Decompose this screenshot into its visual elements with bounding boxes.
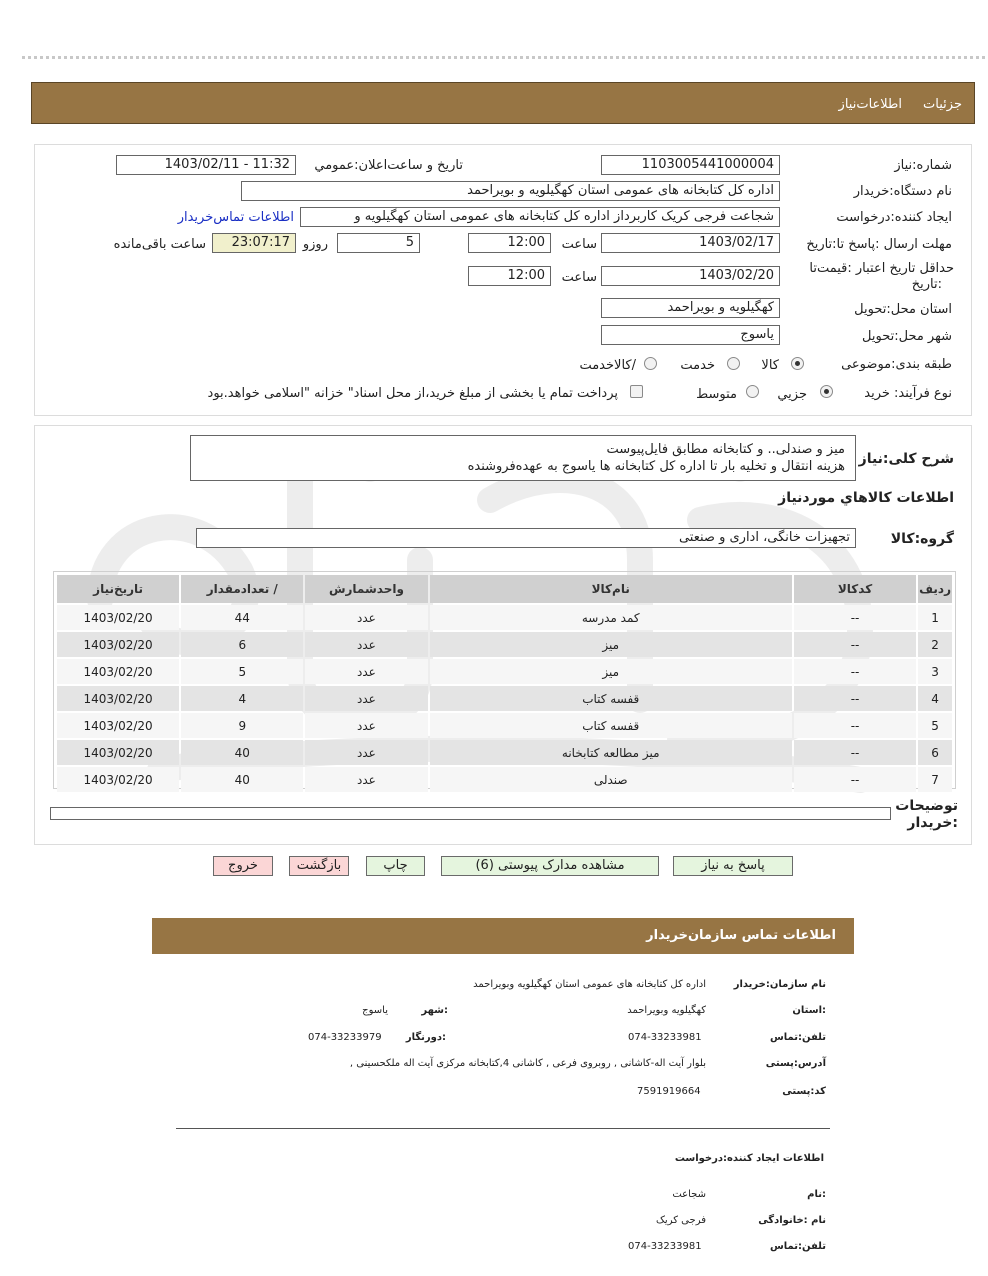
item-code: -- <box>794 686 916 711</box>
goods-info-title: اطلاعات کالاهاي مورد‌نیاز <box>778 490 954 506</box>
city-field: یاسوج <box>601 325 780 345</box>
contact-header <box>152 918 854 954</box>
row-number: 4 <box>918 686 952 711</box>
creator-name-value: شجاعت <box>672 1189 706 1200</box>
row-number: 5 <box>918 713 952 738</box>
category-service-radio[interactable] <box>727 357 740 370</box>
item-quantity: 9 <box>181 713 303 738</box>
deadline-time-field: 12:00 <box>468 233 551 253</box>
goods-table-frame <box>53 571 956 789</box>
item-code: -- <box>794 713 916 738</box>
purchase-type-label: نوع فرآیند: خرید <box>864 386 952 401</box>
item-code: -- <box>794 605 916 630</box>
creator-phone-label: تلفن:تماس <box>769 1241 826 1252</box>
page-header <box>31 82 975 124</box>
deadline-label: مهلت ارسال :پاسخ تا:تاریخ <box>806 237 952 252</box>
item-need-date: 1403/02/20 <box>57 740 179 765</box>
creator-phone-value: 074-33233981 <box>628 1241 702 1252</box>
item-name: کمد مدرسه <box>430 605 792 630</box>
buyer-notes-box <box>50 807 891 820</box>
item-code: -- <box>794 740 916 765</box>
contact-fax-value: 074-33233979 <box>308 1032 382 1043</box>
item-unit: عدد <box>305 659 427 684</box>
creator-family-label: نام :خانوادگی <box>758 1215 826 1226</box>
category-label: طبقه بندی:موضوعی <box>841 357 952 372</box>
requester-field: شجاعت فرجی کریک کاربرداز اداره کل کتابخانه های عمومی استان کهگیلویه و <box>300 207 780 227</box>
category-service-label: خدمت <box>680 358 715 373</box>
announce-date-field: 1403/02/11 - 11:32 <box>116 155 296 175</box>
contact-province-value: کهگیلویه وبویراحمد <box>627 1005 706 1016</box>
goods-group-field: تجهیزات خانگی، اداری و صنعتی <box>196 528 856 548</box>
validity-label-1: حداقل تاریخ اعتبار :قیمت‌تا <box>809 261 954 276</box>
item-unit: عدد <box>305 632 427 657</box>
contact-address-value: بلوار آیت اله-کاشانی , روبروی فرعی , کاشانی 4,کتابخانه مرکزی آیت اله ملکحسینی , <box>349 1058 706 1069</box>
col-need-date: تاریخ‌نیاز <box>57 575 179 603</box>
contact-address-label: آدرس:پستی <box>765 1058 826 1069</box>
category-goods-radio[interactable] <box>791 357 804 370</box>
item-name: میز مطالعه کتابخانه <box>430 740 792 765</box>
validity-time-field: 12:00 <box>468 266 551 286</box>
col-name: نام‌کالا <box>430 575 792 603</box>
creator-name-label: :نام <box>807 1189 826 1200</box>
purchase-minor-label: جزیي <box>777 387 807 402</box>
table-row <box>57 767 952 792</box>
purchase-medium-label: متوسط <box>696 387 737 402</box>
contact-org-value: اداره کل کتابخانه های عمومی استان کهگیلویه وبویراحمد <box>473 979 706 990</box>
item-unit: عدد <box>305 740 427 765</box>
validity-time-label: ساعت <box>561 270 597 285</box>
row-number: 6 <box>918 740 952 765</box>
goods-group-label: گروه:کالا <box>890 531 954 547</box>
exit-button[interactable]: خروج <box>213 856 273 876</box>
table-row <box>57 740 952 765</box>
purchase-minor-radio[interactable] <box>820 385 833 398</box>
deadline-date-field: 1403/02/17 <box>601 233 780 253</box>
back-button[interactable]: بازگشت <box>289 856 349 876</box>
category-goods-label: کالا <box>761 358 779 373</box>
category-both-radio[interactable] <box>644 357 657 370</box>
contact-phone-label: تلفن:تماس <box>769 1032 826 1043</box>
item-need-date: 1403/02/20 <box>57 605 179 630</box>
province-field: کهگیلویه و بویراحمد <box>601 298 780 318</box>
table-row <box>57 686 952 711</box>
col-unit: واحدشمارش <box>305 575 427 603</box>
treasury-payment-note: پرداخت تمام یا بخشی از مبلغ خرید،از محل اسناد" خزانه "اسلامی خواهد.بود <box>207 386 618 401</box>
days-label: روزو <box>302 237 328 252</box>
item-quantity: 6 <box>181 632 303 657</box>
city-label: شهر محل:تحویل <box>862 329 952 344</box>
attachments-button[interactable]: مشاهده مدارک پیوستی (6) <box>441 856 659 876</box>
item-name: میز <box>430 632 792 657</box>
need-number-field: 1103005441000004 <box>601 155 780 175</box>
reply-button[interactable]: پاسخ به نیاز <box>673 856 793 876</box>
buyer-org-label: نام دستگاه:خریدار <box>853 184 952 199</box>
goods-table <box>55 573 954 794</box>
item-quantity: 4 <box>181 686 303 711</box>
buyer-notes-label-2: :خریدار <box>907 815 958 831</box>
contact-fax-label: :دورنگار <box>405 1032 446 1043</box>
contact-org-label: نام سازمان:خریدار <box>733 979 826 990</box>
col-row: ردیف <box>918 575 952 603</box>
contact-province-label: :استان <box>792 1005 826 1016</box>
item-code: -- <box>794 767 916 792</box>
validity-label-2: :تاریخ <box>911 277 942 292</box>
province-label: استان محل:تحویل <box>854 302 952 317</box>
summary-line-2: هزینه انتقال و تخلیه بار تا اداره کل کتابخانه ها یاسوج به عهده‌فروشنده <box>467 459 845 474</box>
item-unit: عدد <box>305 605 427 630</box>
item-quantity: 5 <box>181 659 303 684</box>
remaining-time-label: ساعت باقی‌مانده <box>113 237 206 252</box>
item-need-date: 1403/02/20 <box>57 767 179 792</box>
row-number: 1 <box>918 605 952 630</box>
item-unit: عدد <box>305 686 427 711</box>
summary-line-1: میز و صندلی.. و کتابخانه مطابق فایل‌پیوست <box>606 442 845 457</box>
item-need-date: 1403/02/20 <box>57 632 179 657</box>
creator-family-value: فرجی کریک <box>655 1215 706 1226</box>
deadline-time-label: ساعت <box>561 237 597 252</box>
category-both-label: /کالاخدمت <box>579 358 636 373</box>
contact-title: اطلاعات تماس سازمان‌خریدار <box>646 928 836 943</box>
buyer-contact-link[interactable]: اطلاعات تماس‌خریدار <box>177 210 294 225</box>
treasury-payment-checkbox[interactable] <box>630 385 643 398</box>
item-need-date: 1403/02/20 <box>57 659 179 684</box>
days-field: 5 <box>337 233 420 253</box>
item-need-date: 1403/02/20 <box>57 713 179 738</box>
table-row <box>57 713 952 738</box>
need-number-label: شماره:نیاز <box>894 158 952 173</box>
item-name: صندلی <box>430 767 792 792</box>
item-name: میز <box>430 659 792 684</box>
tab-need-info[interactable]: اطلاعات‌نیاز <box>838 97 902 112</box>
table-row <box>57 659 952 684</box>
contact-phone-value: 074-33233981 <box>628 1032 702 1043</box>
remaining-time-field: 23:07:17 <box>212 233 296 253</box>
buyer-notes-label-1: توضیحات <box>895 798 958 814</box>
top-divider <box>22 56 985 59</box>
validity-date-field: 1403/02/20 <box>601 266 780 286</box>
contact-postal-label: کد:پستی <box>782 1086 826 1097</box>
col-code: کدکالا <box>794 575 916 603</box>
creator-title: اطلاعات ایجاد کننده:درخواست <box>674 1153 824 1164</box>
summary-label: شرح کلی:نیاز <box>858 451 954 467</box>
purchase-medium-radio[interactable] <box>746 385 759 398</box>
table-row <box>57 605 952 630</box>
item-quantity: 44 <box>181 605 303 630</box>
summary-box <box>190 435 856 481</box>
announce-label: تاریخ و ساعت‌اعلان:عمومي <box>314 158 463 173</box>
buyer-org-field: اداره کل کتابخانه های عمومی استان کهگیلویه و بویراحمد <box>241 181 780 201</box>
row-number: 7 <box>918 767 952 792</box>
contact-divider <box>176 1128 830 1129</box>
contact-postal-value: 7591919664 <box>637 1086 701 1097</box>
item-unit: عدد <box>305 767 427 792</box>
contact-city-label: :شهر <box>421 1005 448 1016</box>
requester-label: ایجاد کننده:درخواست <box>836 210 952 225</box>
item-quantity: 40 <box>181 740 303 765</box>
item-need-date: 1403/02/20 <box>57 686 179 711</box>
item-name: قفسه کتاب <box>430 686 792 711</box>
table-row <box>57 632 952 657</box>
item-code: -- <box>794 659 916 684</box>
tab-details[interactable]: جزئیات <box>923 97 962 112</box>
item-name: قفسه کتاب <box>430 713 792 738</box>
row-number: 3 <box>918 659 952 684</box>
print-button[interactable]: چاپ <box>366 856 425 876</box>
col-quantity: / تعدادمقدار <box>181 575 303 603</box>
row-number: 2 <box>918 632 952 657</box>
item-code: -- <box>794 632 916 657</box>
item-quantity: 40 <box>181 767 303 792</box>
item-unit: عدد <box>305 713 427 738</box>
contact-city-value: یاسوج <box>362 1005 388 1016</box>
